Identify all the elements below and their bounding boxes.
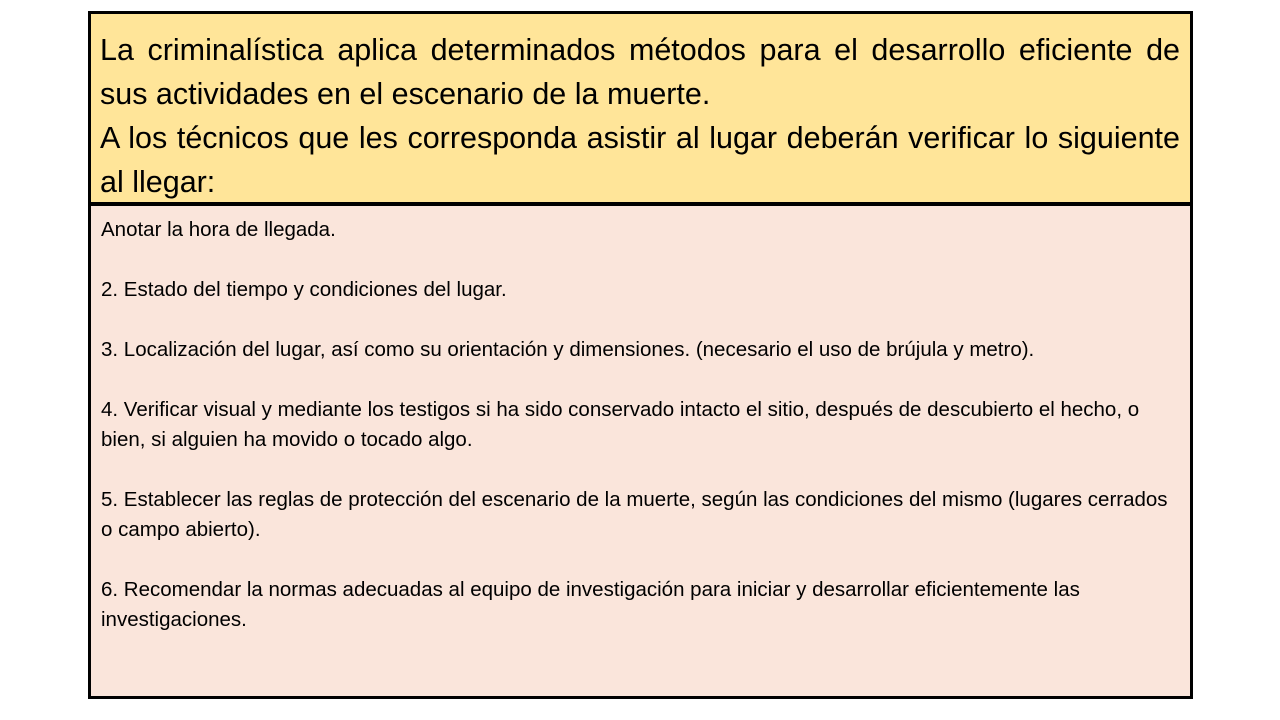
checklist-item-verify-site: 4. Verificar visual y mediante los testigos si ha sido conservado intacto el sitio, después de descubierto el hecho, o bien, si alguien ha movido o tocado algo. — [101, 398, 1140, 451]
instruction-paragraph: A los técnicos que les corresponda asistir al lugar deberán verificar lo siguiente al llegar: — [100, 121, 1180, 199]
checklist-item-arrival-time: Anotar la hora de llegada. — [101, 218, 336, 241]
intro-paragraph: La criminalística aplica determinados métodos para el desarrollo eficiente de sus actividades en el escenario de la muerte. — [100, 33, 1180, 111]
checklist-item-location: 3. Localización del lugar, así como su orientación y dimensiones. (necesario el uso de brújula y metro). — [101, 338, 1035, 361]
checklist-item-protection-rules: 5. Establecer las reglas de protección del escenario de la muerte, según las condiciones del mismo (lugares cerrados o campo abierto). — [101, 488, 1168, 541]
intro-header-box — [88, 11, 1193, 205]
checklist-box — [88, 203, 1193, 699]
checklist-item-recommend-norms: 6. Recomendar la normas adecuadas al equipo de investigación para iniciar y desarrollar eficientemente las investigaciones. — [101, 578, 1080, 631]
checklist-item-weather: 2. Estado del tiempo y condiciones del lugar. — [101, 278, 507, 301]
